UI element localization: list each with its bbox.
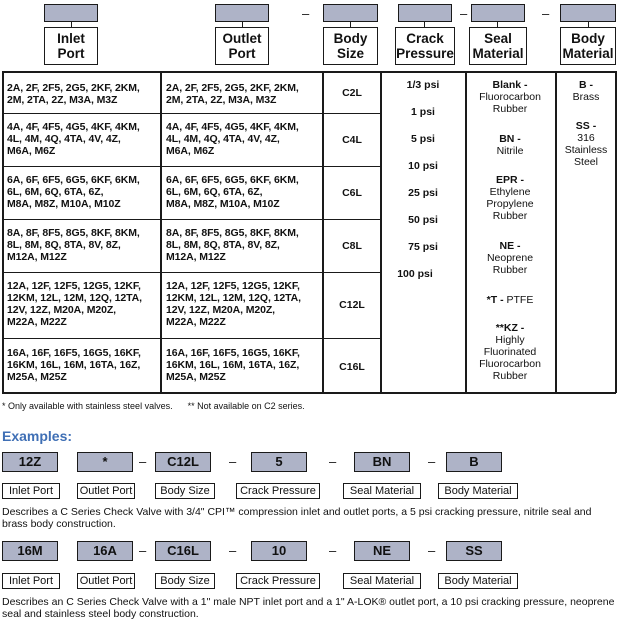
header-body-size: Body Size xyxy=(323,27,378,65)
inlet-ports-row-6: 16A, 16F, 16F5, 16G5, 16KF, 16KM, 16L, 16M, 16TA, 16Z, M25A, M25Z xyxy=(7,347,141,383)
seal-name: Fluorocarbon Rubber xyxy=(479,91,541,115)
body-material-name: 316 Stainless Steel xyxy=(564,132,608,168)
crack-pressure-option: 10 psi xyxy=(408,160,438,172)
example-1-seal-code: BN xyxy=(354,452,410,472)
separator-dash: – xyxy=(542,6,550,21)
example-1-label-body-material: Body Material xyxy=(438,483,518,499)
outlet-ports-row-1: 2A, 2F, 2F5, 2G5, 2KF, 2KM, 2M, 2TA, 2Z, M3A, M3Z xyxy=(166,82,299,106)
seal-name: Neoprene Rubber xyxy=(486,252,534,276)
example-2-label-seal: Seal Material xyxy=(343,573,421,589)
body-size-row-3: C6L xyxy=(342,187,362,199)
example-1-label-body-size: Body Size xyxy=(155,483,215,499)
example-2-outlet-code: 16A xyxy=(77,541,133,561)
body-material-option-brass xyxy=(558,79,614,103)
seal-code: NE - xyxy=(499,240,521,252)
outlet-ports-row-5: 12A, 12F, 12F5, 12G5, 12KF, 12KM, 12L, 12M, 12Q, 12TA, 12V, 12Z, M20A, M20Z, M22A, M22Z xyxy=(166,280,301,328)
body-size-row-5: C12L xyxy=(339,299,365,311)
seal-option-epr xyxy=(467,174,553,222)
crack-code-slot xyxy=(398,4,452,22)
body-material-option-ss xyxy=(558,120,614,168)
outlet-ports-row-3: 6A, 6F, 6F5, 6G5, 6KF, 6KM, 6L, 6M, 6Q, 6TA, 6Z, M8A, M8Z, M10A, M10Z xyxy=(166,174,299,210)
separator-dash: – xyxy=(139,543,147,558)
header-outlet-port: Outlet Port xyxy=(215,27,269,65)
body-size-row-1: C2L xyxy=(342,87,362,99)
seal-code: **KZ - xyxy=(495,322,525,334)
crack-pressure-option: 5 psi xyxy=(411,133,435,145)
seal-code: Blank - xyxy=(492,79,528,91)
separator-dash: – xyxy=(302,6,310,21)
seal-code: BN - xyxy=(499,133,521,145)
seal-option-ne xyxy=(467,240,553,276)
example-2-body-material-code: SS xyxy=(446,541,502,561)
seal-option-bn xyxy=(467,133,553,157)
body-material-code: B - xyxy=(579,79,593,91)
crack-pressure-option: 75 psi xyxy=(408,241,438,253)
body-size-code-slot xyxy=(323,4,378,22)
crack-pressure-option: 50 psi xyxy=(408,214,438,226)
example-2-inlet-code: 16M xyxy=(2,541,58,561)
separator-dash: – xyxy=(329,454,337,469)
inlet-ports-row-2: 4A, 4F, 4F5, 4G5, 4KF, 4KM, 4L, 4M, 4Q, 4TA, 4V, 4Z, M6A, M6Z xyxy=(7,121,140,157)
example-2-seal-code: NE xyxy=(354,541,410,561)
header-crack-pressure: Crack Pressure xyxy=(395,27,455,65)
body-material-code: SS - xyxy=(575,120,597,132)
body-material-code-slot xyxy=(560,4,616,22)
example-1-label-seal: Seal Material xyxy=(343,483,421,499)
crack-pressure-option: 1 psi xyxy=(411,106,435,118)
example-1-crack-code: 5 xyxy=(251,452,307,472)
header-seal-material: Seal Material xyxy=(469,27,527,65)
inlet-ports-row-3: 6A, 6F, 6F5, 6G5, 6KF, 6KM, 6L, 6M, 6Q, 6TA, 6Z, M8A, M8Z, M10A, M10Z xyxy=(7,174,140,210)
example-1-label-crack: Crack Pressure xyxy=(236,483,320,499)
outlet-ports-row-4: 8A, 8F, 8F5, 8G5, 8KF, 8KM, 8L, 8M, 8Q, 8TA, 8V, 8Z, M12A, M12Z xyxy=(166,227,299,263)
example-2-crack-code: 10 xyxy=(251,541,307,561)
seal-name: Highly Fluorinated Fluorocarbon Rubber xyxy=(479,334,541,382)
seal-name: Nitrile xyxy=(496,145,524,157)
inlet-code-slot xyxy=(44,4,98,22)
example-2-label-outlet: Outlet Port xyxy=(77,573,135,589)
outlet-ports-row-6: 16A, 16F, 16F5, 16G5, 16KF, 16KM, 16L, 16M, 16TA, 16Z, M25A, M25Z xyxy=(166,347,300,383)
example-1-label-inlet: Inlet Port xyxy=(2,483,60,499)
seal-option-kz xyxy=(467,322,553,382)
example-2-label-body-material: Body Material xyxy=(438,573,518,589)
body-size-row-2: C4L xyxy=(342,134,362,146)
example-2-label-inlet: Inlet Port xyxy=(2,573,60,589)
example-1-label-outlet: Outlet Port xyxy=(77,483,135,499)
example-1-description: Describes a C Series Check Valve with 3/4" CPI™ compression inlet and outlet ports, a 5 psi cracking pressure, nitrile seal and brass body construction. xyxy=(2,506,592,530)
examples-title: Examples: xyxy=(2,428,73,444)
separator-dash: – xyxy=(428,543,436,558)
crack-pressure-option: 25 psi xyxy=(408,187,438,199)
example-2-description: Describes an C Series Check Valve with a 1" male NPT inlet port and a 1" A-LOK® outlet port, a 10 psi cracking pressure, neoprene seal and stainless steel body construction. xyxy=(2,596,615,620)
seal-name: PTFE xyxy=(506,294,534,306)
body-size-row-4: C8L xyxy=(342,240,362,252)
example-1-body-material-code: B xyxy=(446,452,502,472)
seal-code: *T - xyxy=(486,294,504,306)
separator-dash: – xyxy=(428,454,436,469)
crack-pressure-option: 1/3 psi xyxy=(406,79,440,91)
example-1-body-size-code: C12L xyxy=(155,452,211,472)
crack-pressure-option: 100 psi xyxy=(397,268,433,280)
inlet-ports-row-1: 2A, 2F, 2F5, 2G5, 2KF, 2KM, 2M, 2TA, 2Z, M3A, M3Z xyxy=(7,82,140,106)
separator-dash: – xyxy=(329,543,337,558)
seal-name: Ethylene Propylene Rubber xyxy=(486,186,534,222)
separator-dash: – xyxy=(139,454,147,469)
inlet-ports-row-4: 8A, 8F, 8F5, 8G5, 8KF, 8KM, 8L, 8M, 8Q, 8TA, 8V, 8Z, M12A, M12Z xyxy=(7,227,140,263)
header-inlet-port: Inlet Port xyxy=(44,27,98,65)
example-2-label-body-size: Body Size xyxy=(155,573,215,589)
example-1-inlet-code: 12Z xyxy=(2,452,58,472)
seal-option-ptfe xyxy=(467,294,553,306)
separator-dash: – xyxy=(460,6,468,21)
example-2-label-crack: Crack Pressure xyxy=(236,573,320,589)
seal-code-slot xyxy=(471,4,525,22)
seal-code: EPR - xyxy=(495,174,524,186)
example-1-outlet-code: * xyxy=(77,452,133,472)
seal-option-blank xyxy=(467,79,553,115)
body-material-name: Brass xyxy=(572,91,600,103)
outlet-ports-row-2: 4A, 4F, 4F5, 4G5, 4KF, 4KM, 4L, 4M, 4Q, 4TA, 4V, 4Z, M6A, M6Z xyxy=(166,121,299,157)
header-body-material: Body Material xyxy=(560,27,616,65)
example-2-body-size-code: C16L xyxy=(155,541,211,561)
body-size-row-6: C16L xyxy=(339,361,365,373)
inlet-ports-row-5: 12A, 12F, 12F5, 12G5, 12KF, 12KM, 12L, 12M, 12Q, 12TA, 12V, 12Z, M20A, M20Z, M22A, M22Z xyxy=(7,280,142,328)
separator-dash: – xyxy=(229,454,237,469)
footnote: * Only available with stainless steel valves. ** Not available on C2 series. xyxy=(2,401,305,411)
outlet-code-slot xyxy=(215,4,269,22)
separator-dash: – xyxy=(229,543,237,558)
